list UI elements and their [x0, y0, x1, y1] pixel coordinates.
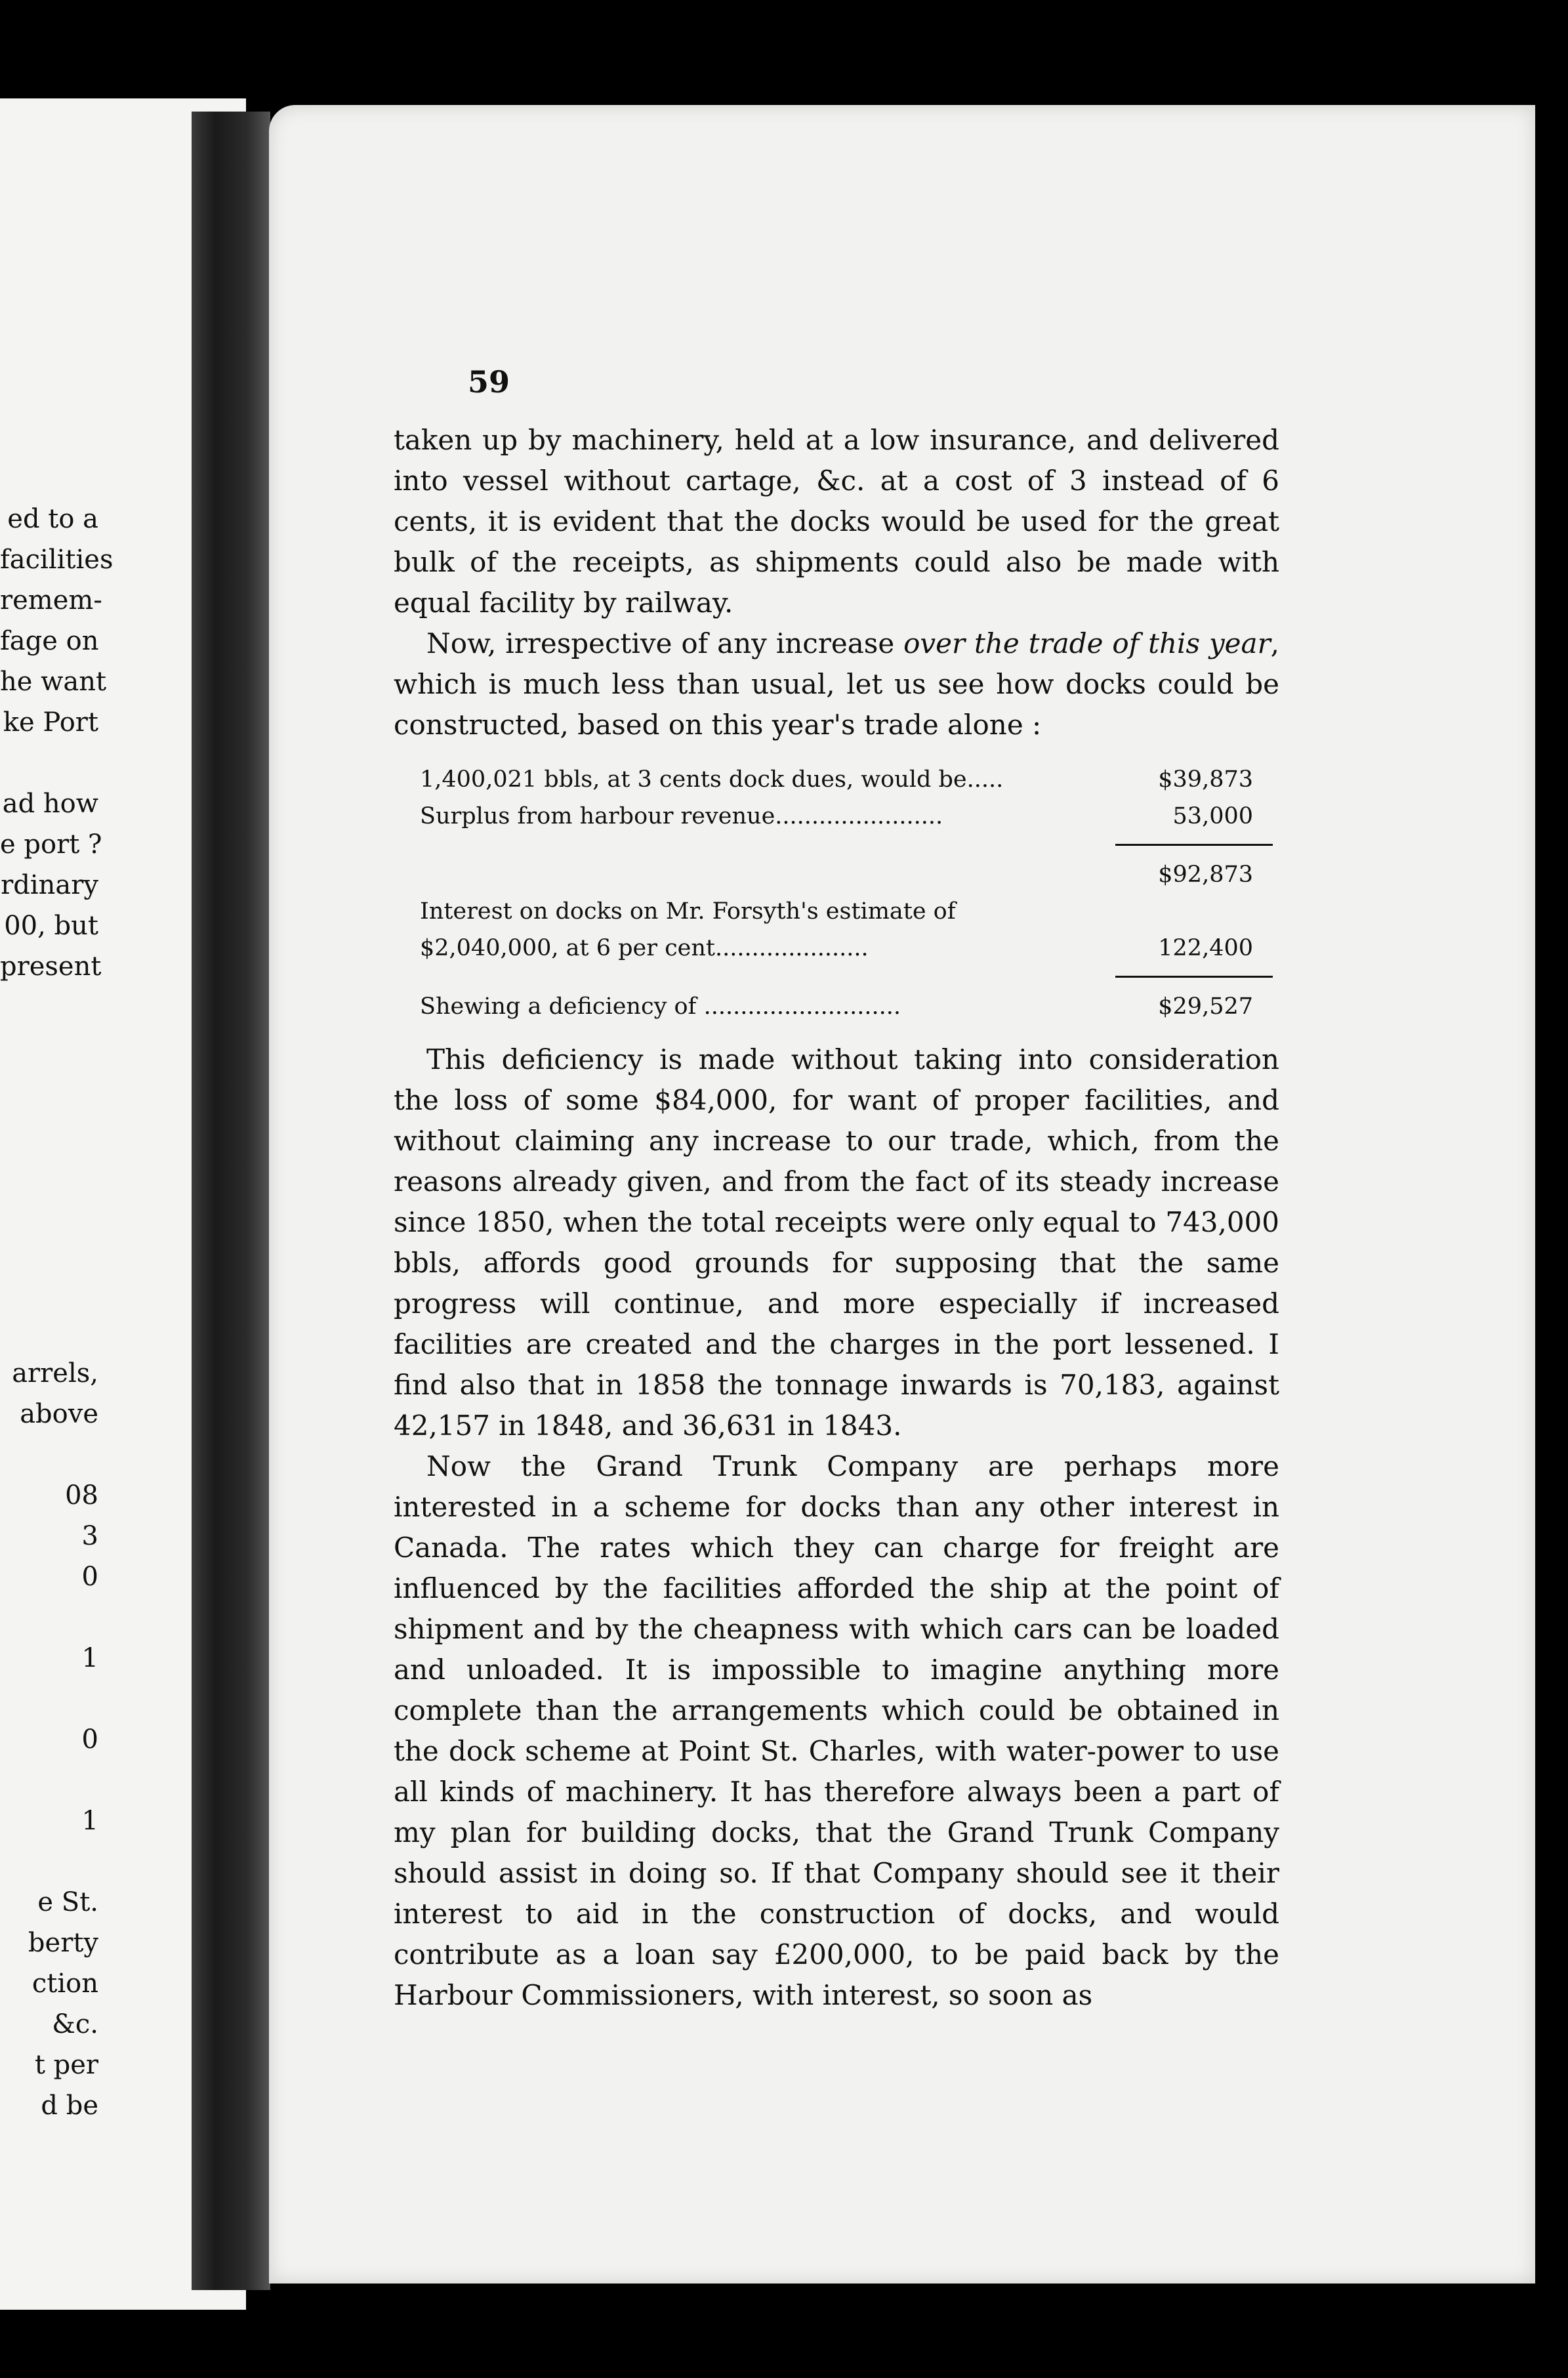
table-row: [420, 845, 1273, 894]
left-page-fragment: [0, 1434, 98, 1475]
left-page-fragment: [0, 1190, 98, 1231]
left-page-fragment: 08: [65, 1480, 98, 1511]
table-row: [420, 798, 1273, 835]
body-text: [394, 420, 1279, 2016]
left-page-fragment: e St.: [37, 1887, 98, 1917]
left-page-fragment: &c.: [52, 2009, 98, 2039]
left-page-fragment: present: [0, 951, 102, 982]
subtotal-amount: $92,873: [1115, 845, 1273, 894]
table-row: [420, 930, 1273, 967]
dock-dues-label: 1,400,021 bbls, at 3 cents dock dues, would be.....: [420, 766, 1004, 793]
left-page-fragment: remem-: [0, 585, 102, 615]
deficiency-amount: $29,527: [1115, 977, 1273, 1026]
left-page-fragment: above: [20, 1399, 98, 1429]
paragraph-3: This deficiency is made without taking into consideration the loss of some $84,000, for want of proper facilities, and without claiming any increase to our trade, which, from the reasons already given, and from the fact of its steady increase since 1850, when the total receipts were only equal to 743,000 bbls, affords good grounds for supposing that the same progress will continue, and more especially if increased facilities are created and the charges in the port lessened. I find also that in 1858 the tonnage inwards is 70,183, against 42,157 in 1848, and 36,631 in 1843.: [394, 1043, 1279, 1442]
left-page-fragment: he want: [0, 667, 107, 697]
left-page-fragment: [0, 1841, 98, 1882]
left-page-fragment: ad how: [2, 789, 98, 819]
left-page-fragment: [0, 1679, 98, 1719]
table-row: [420, 977, 1273, 1026]
paragraph-2: [394, 623, 1279, 745]
left-page-fragment: arrels,: [12, 1358, 98, 1388]
left-page-fragment: [0, 1068, 98, 1109]
left-page-fragment: t per: [34, 2050, 98, 2080]
left-page-fragment: 1: [81, 1643, 98, 1673]
paragraph-2-start: Now, irrespective of any increase: [426, 627, 904, 659]
left-page-fragment: [0, 1028, 98, 1068]
main-page: [269, 105, 1535, 2284]
left-page-fragment: 0: [81, 1562, 98, 1592]
left-page-fragment: 3: [81, 1521, 98, 1551]
left-page-fragment: 1: [81, 1806, 98, 1836]
page-number: 59: [467, 364, 510, 400]
left-page-fragment: [0, 1109, 98, 1150]
table-spacer: [420, 967, 1273, 977]
interest-label: Interest on docks on Mr. Forsyth's estimate of: [420, 898, 956, 925]
left-page-fragment: [0, 1231, 98, 1272]
left-page-text-fragments: [0, 499, 113, 2126]
left-page-fragment: rdinary: [1, 870, 98, 900]
dock-dues-amount: $39,873: [1158, 766, 1253, 793]
table-spacer: [420, 835, 1273, 845]
left-page-fragment: [0, 1760, 98, 1801]
surplus-amount: 53,000: [1172, 803, 1253, 829]
table-row: [420, 761, 1273, 798]
left-page-fragment: ction: [31, 1969, 98, 1999]
book-gutter: [192, 112, 270, 2290]
left-page-fragment: [0, 1312, 98, 1353]
left-page-fragment: [0, 1597, 98, 1638]
interest-label-continued: $2,040,000, at 6 per cent.....................: [420, 935, 869, 961]
paragraph-2-italic: over the trade of this year: [903, 627, 1271, 659]
left-page-fragment: fage on: [0, 626, 99, 656]
left-page-fragment: ke Port: [3, 707, 98, 738]
deficiency-label: Shewing a deficiency of ...........................: [420, 993, 901, 1020]
left-page-fragment: [0, 1272, 98, 1312]
left-page-fragment: 0: [81, 1724, 98, 1755]
left-page-fragment: e port ?: [0, 829, 102, 860]
paragraph-4: Now the Grand Trunk Company are perhaps more interested in a scheme for docks than any other interest in Canada. The rates which they can charge for freight are influenced by the facilities afforded the ship at the point of shipment and by the cheapness with which cars can be loaded and unloaded. It is impossible to imagine anything more complete than the arrangements which could be obtained in the dock scheme at Point St. Charles, with water-power to use all kinds of machinery. It has therefore always been a part of my plan for building docks, that the Grand Trunk Company should assist in doing so. If that Company should see it their interest to aid in the construction of docks, and would contribute as a loan say £200,000, to be paid back by the Harbour Commissioners, with interest, so soon as: [394, 1450, 1279, 2011]
left-page-fragment: facilities: [0, 545, 113, 575]
paragraph-1: taken up by machinery, held at a low insurance, and delivered into vessel without cartage, &c. at a cost of 3 instead of 6 cents, it is evident that the docks would be used for the great bulk of the receipts, as shipments could also be made with equal facility by railway.: [394, 424, 1279, 619]
table-row: [420, 893, 1273, 930]
left-page-fragment: [0, 743, 98, 783]
left-page-fragment: ed to a: [7, 504, 98, 534]
left-page-fragment: [0, 987, 98, 1028]
surplus-label: Surplus from harbour revenue.......................: [420, 803, 943, 829]
left-page-fragment: 00, but: [4, 911, 98, 941]
interest-amount: 122,400: [1158, 935, 1253, 961]
left-page-fragment: berty: [28, 1928, 98, 1958]
left-page-fragment: d be: [41, 2091, 98, 2121]
dock-dues-table: [420, 761, 1273, 1025]
paragraph-2-end: , which is much less than usual, let us see how docks could be constructed, based on this year's trade alone :: [394, 627, 1279, 741]
left-page-fragment: [0, 1150, 98, 1190]
